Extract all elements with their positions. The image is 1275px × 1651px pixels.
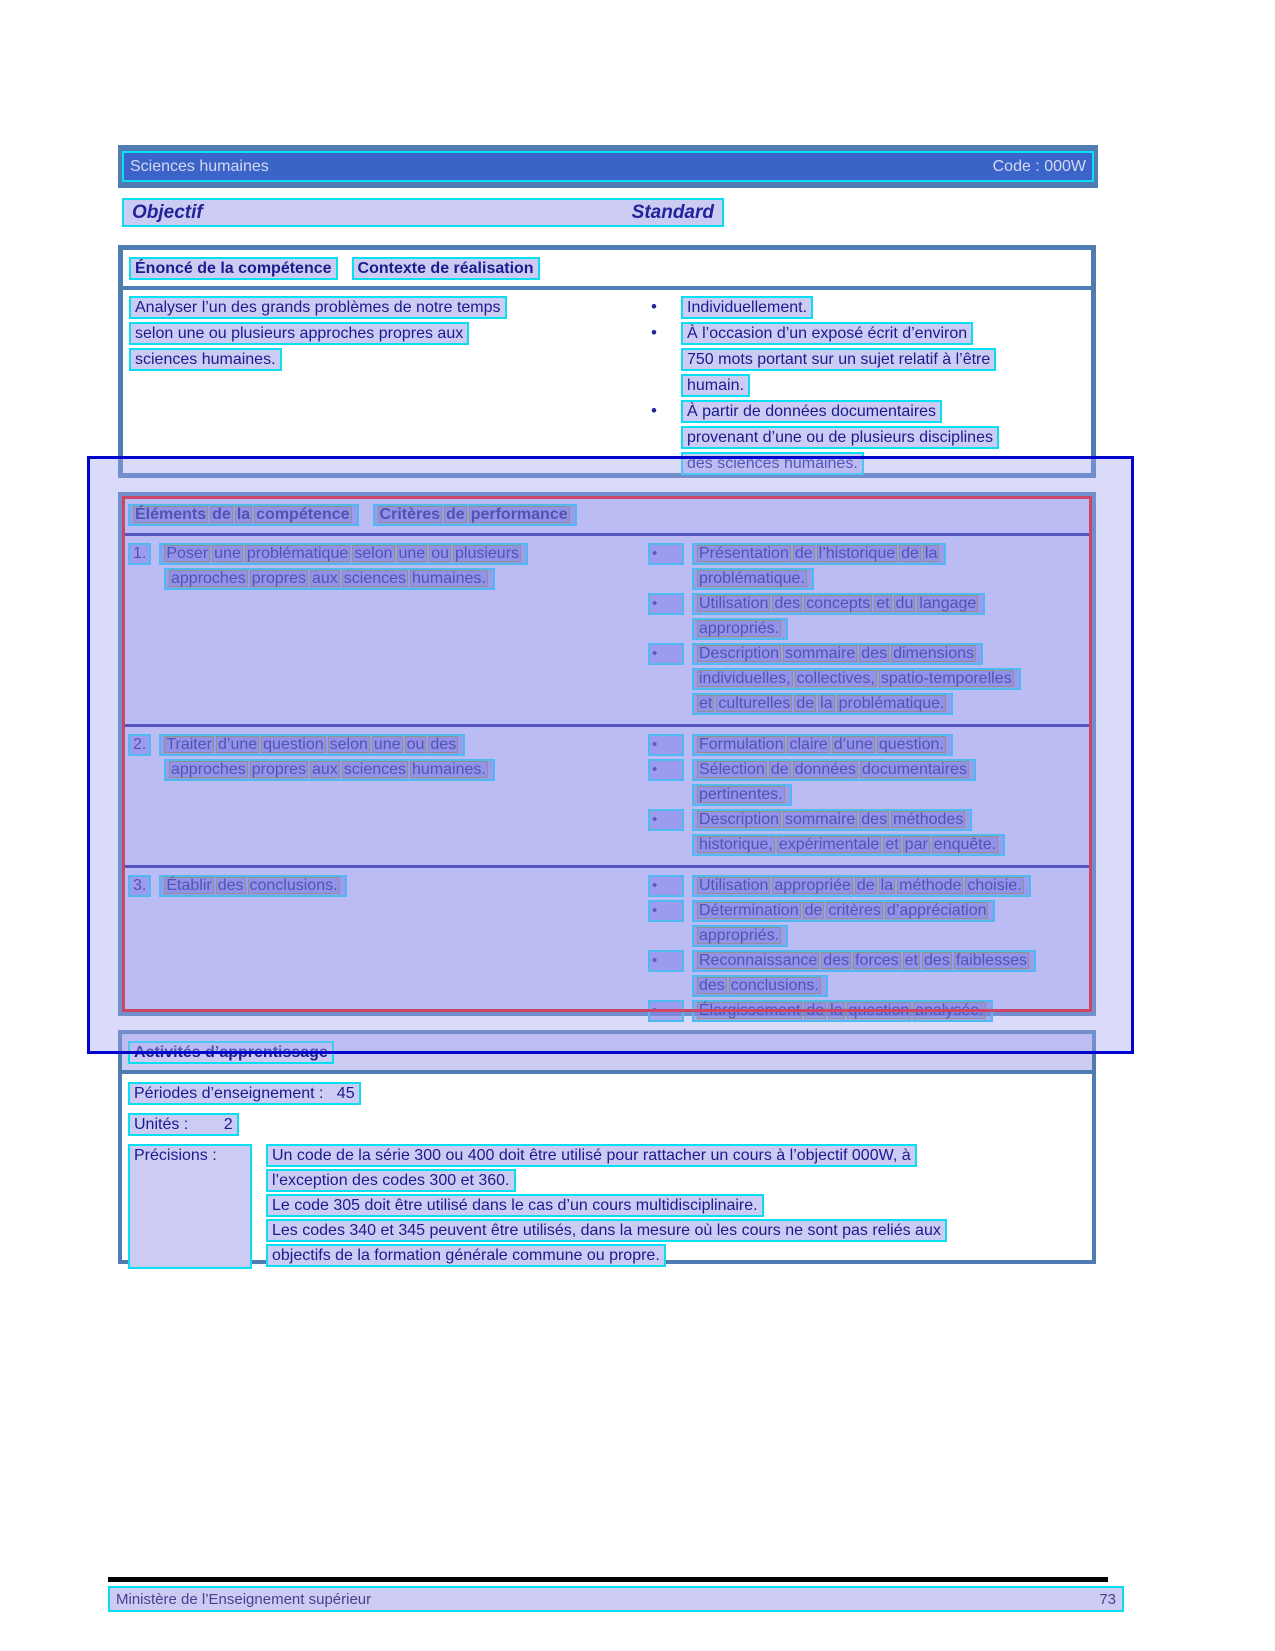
critere-line: des conclusions. — [692, 975, 828, 997]
bullet-icon: • — [648, 759, 684, 781]
col-header-enonce: Énoncé de la compétence — [129, 257, 338, 280]
element-number: 1. — [128, 543, 151, 565]
competence-line: Analyser l’un des grands problèmes de notre temps — [129, 296, 507, 319]
competence-statement — [123, 296, 617, 478]
contexte-line: À l’occasion d’un exposé écrit d’environ — [681, 322, 973, 345]
critere-line: appropriés. — [692, 925, 788, 947]
bullet-icon: • — [648, 593, 684, 615]
precisions-row — [128, 1144, 1086, 1269]
critere-line: Utilisation appropriée de la méthode choisie. — [692, 875, 1031, 897]
contexte-line: Individuellement. — [681, 296, 813, 319]
element-line: Traiter d’une question selon une ou des — [159, 734, 465, 756]
critere-line: Reconnaissance des forces et des faiblesses — [692, 950, 1036, 972]
bullet-icon: • — [648, 900, 684, 922]
footer-page-number: 73 — [1099, 1590, 1116, 1608]
contexte-line: 750 mots portant sur un sujet relatif à l’être — [681, 348, 996, 371]
footer — [108, 1586, 1124, 1612]
document-header-bar — [118, 145, 1098, 188]
activites-header-row — [122, 1034, 1092, 1074]
critere-line: problématique. — [692, 568, 814, 590]
competence-line: selon une ou plusieurs approches propres aux — [129, 322, 469, 345]
enonce-table — [118, 245, 1096, 478]
critere-line: Description sommaire des méthodes — [692, 809, 972, 831]
precisions-line: Un code de la série 300 ou 400 doit être utilisé pour rattacher un cours à l’objectif 000W, à — [266, 1144, 917, 1167]
elements-table — [118, 492, 1096, 1019]
element-number: 3. — [128, 875, 151, 897]
element-line: Établir des conclusions. — [159, 875, 346, 897]
element-row-1 — [122, 536, 1092, 727]
element-number: 2. — [128, 734, 151, 756]
header-highlight — [122, 151, 1094, 182]
critere-line: et culturelles de la problématique. — [692, 693, 953, 715]
unites-value: Unités : 2 — [128, 1113, 239, 1136]
elements-table-header — [122, 496, 1092, 536]
contexte-line: humain. — [681, 374, 750, 397]
footer-ministry: Ministère de l’Enseignement supérieur — [116, 1590, 372, 1608]
critere-line: Présentation de l’historique de la — [692, 543, 946, 565]
footer-rule — [108, 1577, 1108, 1582]
bullet-icon: • — [648, 643, 684, 665]
precisions-line: Les codes 340 et 345 peuvent être utilisés, dans la mesure où les cours ne sont pas reliés aux — [266, 1219, 947, 1242]
critere-line: historique, expérimentale et par enquête. — [692, 834, 1005, 856]
section-title-row — [122, 198, 724, 227]
periodes-value: Périodes d’enseignement : 45 — [128, 1082, 361, 1105]
activites-header: Activités d’apprentissage — [128, 1041, 334, 1064]
bullet-icon: • — [651, 323, 657, 342]
element-line: Poser une problématique selon une ou plusieurs — [159, 543, 528, 565]
precisions-line: objectifs de la formation générale commune ou propre. — [266, 1244, 666, 1267]
contexte-line: provenant d’une ou de plusieurs disciplines — [681, 426, 999, 449]
element-row-3 — [122, 868, 1092, 1031]
precisions-label: Précisions : — [128, 1144, 252, 1269]
activites-table — [118, 1030, 1096, 1264]
element-line: approches propres aux sciences humaines. — [164, 568, 495, 590]
standard-title: Standard — [631, 201, 714, 223]
col-header-contexte: Contexte de réalisation — [352, 257, 540, 280]
contexte-line: des sciences humaines. — [681, 452, 864, 475]
critere-line: individuelles, collectives, spatio-temporelles — [692, 668, 1021, 690]
document-code: Code : 000W — [992, 157, 1086, 175]
enonce-table-header — [123, 250, 1091, 290]
bullet-icon: • — [648, 543, 684, 565]
bullet-icon: • — [648, 1000, 684, 1022]
element-line: approches propres aux sciences humaines. — [164, 759, 495, 781]
critere-line: Utilisation des concepts et du langage — [692, 593, 985, 615]
bullet-icon: • — [648, 734, 684, 756]
element-row-2 — [122, 727, 1092, 868]
critere-line: Détermination de critères d’appréciation — [692, 900, 995, 922]
critere-line: Description sommaire des dimensions — [692, 643, 983, 665]
precisions-line: l’exception des codes 300 et 360. — [266, 1169, 516, 1192]
precisions-line: Le code 305 doit être utilisé dans le cas d’un cours multidisciplinaire. — [266, 1194, 764, 1217]
col-header-elements: Éléments de la compétence — [128, 504, 359, 526]
objectif-title: Objectif — [132, 201, 203, 223]
critere-line: pertinentes. — [692, 784, 792, 806]
bullet-icon: • — [651, 401, 657, 420]
critere-line: Sélection de données documentaires — [692, 759, 976, 781]
bullet-icon: • — [648, 950, 684, 972]
bullet-icon: • — [648, 875, 684, 897]
contexte-list — [617, 296, 1091, 478]
competence-line: sciences humaines. — [129, 348, 282, 371]
critere-line: Formulation claire d’une question. — [692, 734, 953, 756]
bullet-icon: • — [651, 297, 657, 316]
col-header-criteres: Critères de performance — [373, 504, 577, 526]
critere-line: appropriés. — [692, 618, 788, 640]
document-title: Sciences humaines — [130, 157, 269, 175]
contexte-line: À partir de données documentaires — [681, 400, 942, 423]
critere-line: Élargissement de la question analysée. — [692, 1000, 993, 1022]
bullet-icon: • — [648, 809, 684, 831]
